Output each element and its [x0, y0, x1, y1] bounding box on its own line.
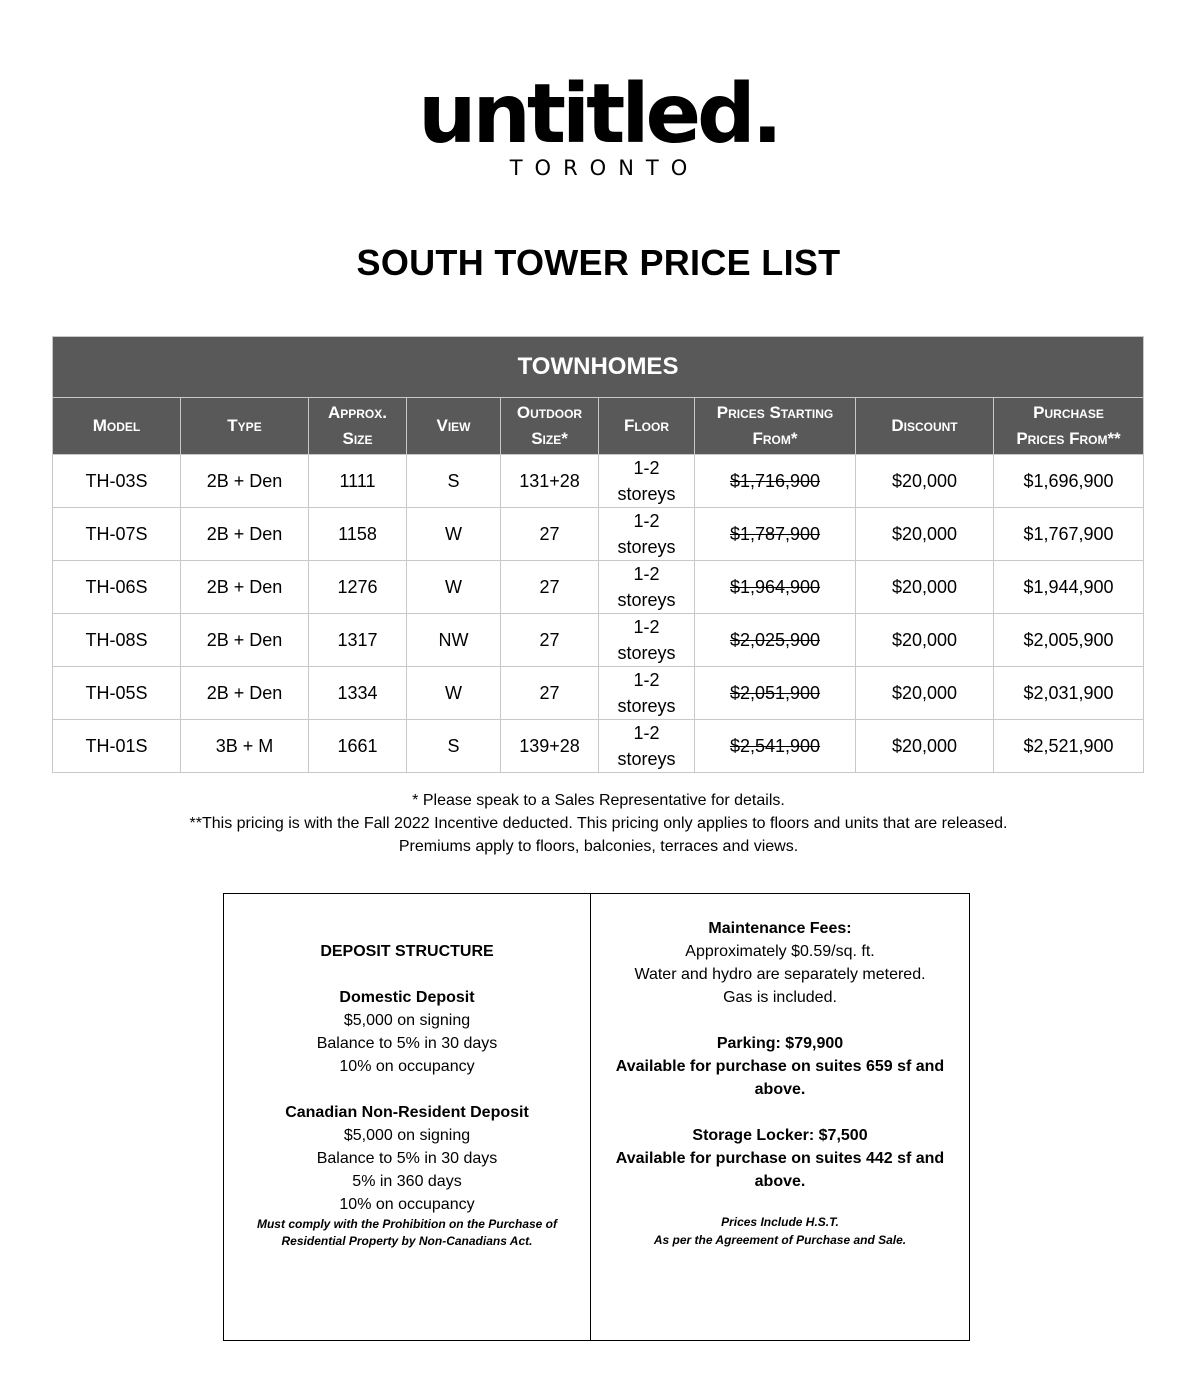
cell-model: TH-03S: [53, 455, 181, 508]
table-row: [53, 508, 1144, 561]
cell-model: TH-06S: [53, 561, 181, 614]
cell-model: TH-01S: [53, 720, 181, 773]
column-header-size: Approx. Size: [309, 398, 407, 455]
cell-size: 1334: [309, 667, 407, 720]
logo: [0, 67, 1197, 180]
cell-discount: $20,000: [856, 667, 994, 720]
footnote-sales-rep: * Please speak to a Sales Representative for details.: [412, 792, 785, 809]
column-header-discount: Discount: [856, 398, 994, 455]
maintenance-line: Gas is included.: [723, 989, 837, 1006]
table-row: [53, 455, 1144, 508]
logo-wordmark: untitled.: [418, 67, 779, 162]
cell-starting-price: $2,541,900: [695, 720, 856, 773]
column-header-view: View: [407, 398, 501, 455]
cell-floor: 1-2 storeys: [599, 667, 695, 720]
cell-purchase-price: $1,944,900: [994, 561, 1144, 614]
column-header-starting-price: Prices Starting From*: [695, 398, 856, 455]
cell-model: TH-07S: [53, 508, 181, 561]
price-table: [52, 336, 1144, 773]
deposit-structure: [224, 894, 591, 1340]
cell-purchase-price: $1,767,900: [994, 508, 1144, 561]
column-header-model: Model: [53, 398, 181, 455]
deposit-line: 10% on occupancy: [339, 1058, 475, 1075]
cell-type: 2B + Den: [181, 614, 309, 667]
cell-view: S: [407, 455, 501, 508]
table-row: [53, 614, 1144, 667]
footnote-premiums: Premiums apply to floors, balconies, terraces and views.: [398, 838, 799, 855]
cell-outdoor-size: 27: [501, 667, 599, 720]
cell-starting-price: $2,025,900: [695, 614, 856, 667]
table-row: [53, 720, 1144, 773]
cell-size: 1317: [309, 614, 407, 667]
cell-outdoor-size: 27: [501, 561, 599, 614]
maintenance-title: Maintenance Fees:: [708, 920, 852, 937]
cell-type: 2B + Den: [181, 455, 309, 508]
cell-purchase-price: $1,696,900: [994, 455, 1144, 508]
cell-type: 2B + Den: [181, 561, 309, 614]
cell-model: TH-05S: [53, 667, 181, 720]
cell-size: 1111: [309, 455, 407, 508]
cell-view: S: [407, 720, 501, 773]
cell-view: W: [407, 561, 501, 614]
cell-outdoor-size: 131+28: [501, 455, 599, 508]
cell-size: 1276: [309, 561, 407, 614]
cell-floor: 1-2 storeys: [599, 614, 695, 667]
cell-purchase-price: $2,031,900: [994, 667, 1144, 720]
deposit-line: Balance to 5% in 30 days: [316, 1035, 498, 1052]
cell-view: W: [407, 667, 501, 720]
deposit-line: 5% in 360 days: [352, 1173, 462, 1190]
nonresident-deposit-title: Canadian Non-Resident Deposit: [285, 1104, 529, 1121]
fees-fine-print: Prices Include H.S.T. As per the Agreement of Purchase and Sale.: [653, 1215, 907, 1247]
storage-note: Available for purchase on suites 442 sf and above.: [615, 1150, 945, 1190]
cell-type: 3B + M: [181, 720, 309, 773]
cell-view: W: [407, 508, 501, 561]
footnote-incentive: **This pricing is with the Fall 2022 Incentive deducted. This pricing only applies to floors and units that are released.: [189, 815, 1008, 832]
cell-floor: 1-2 storeys: [599, 561, 695, 614]
table-row: [53, 667, 1144, 720]
column-header-floor: Floor: [599, 398, 695, 455]
cell-discount: $20,000: [856, 508, 994, 561]
cell-outdoor-size: 27: [501, 614, 599, 667]
cell-discount: $20,000: [856, 614, 994, 667]
section-heading: TOWNHOMES: [53, 337, 1144, 398]
deposit-line: $5,000 on signing: [343, 1012, 471, 1029]
table-row: [53, 561, 1144, 614]
cell-floor: 1-2 storeys: [599, 720, 695, 773]
column-header-type: Type: [181, 398, 309, 455]
cell-floor: 1-2 storeys: [599, 508, 695, 561]
cell-outdoor-size: 27: [501, 508, 599, 561]
cell-starting-price: $1,964,900: [695, 561, 856, 614]
cell-discount: $20,000: [856, 455, 994, 508]
cell-outdoor-size: 139+28: [501, 720, 599, 773]
cell-type: 2B + Den: [181, 667, 309, 720]
parking-note: Available for purchase on suites 659 sf and above.: [615, 1058, 945, 1098]
storage-title: Storage Locker: $7,500: [692, 1127, 868, 1144]
cell-starting-price: $2,051,900: [695, 667, 856, 720]
info-box: [223, 893, 970, 1341]
deposit-line: Balance to 5% in 30 days: [316, 1150, 498, 1167]
maintenance-line: Water and hydro are separately metered.: [634, 966, 926, 983]
cell-purchase-price: $2,005,900: [994, 614, 1144, 667]
footnotes: [0, 789, 1197, 858]
column-header-purchase-price: Purchase Prices From**: [994, 398, 1144, 455]
column-header-outdoor: Outdoor Size*: [501, 398, 599, 455]
parking-title: Parking: $79,900: [716, 1035, 844, 1052]
deposit-heading: DEPOSIT STRUCTURE: [320, 943, 494, 960]
cell-size: 1661: [309, 720, 407, 773]
deposit-line: 10% on occupancy: [339, 1196, 475, 1213]
page-title: SOUTH TOWER PRICE LIST: [356, 242, 841, 283]
maintenance-line: Approximately $0.59/sq. ft.: [685, 943, 875, 960]
cell-discount: $20,000: [856, 561, 994, 614]
cell-size: 1158: [309, 508, 407, 561]
fees-info: [591, 894, 969, 1340]
deposit-line: $5,000 on signing: [343, 1127, 471, 1144]
cell-view: NW: [407, 614, 501, 667]
cell-floor: 1-2 storeys: [599, 455, 695, 508]
cell-type: 2B + Den: [181, 508, 309, 561]
cell-discount: $20,000: [856, 720, 994, 773]
domestic-deposit-title: Domestic Deposit: [339, 989, 475, 1006]
deposit-fine-print: Must comply with the Prohibition on the Purchase of Residential Property by Non-Canadians Act.: [256, 1217, 557, 1248]
cell-purchase-price: $2,521,900: [994, 720, 1144, 773]
cell-model: TH-08S: [53, 614, 181, 667]
cell-starting-price: $1,787,900: [695, 508, 856, 561]
logo-city: TORONTO: [509, 156, 700, 180]
cell-starting-price: $1,716,900: [695, 455, 856, 508]
